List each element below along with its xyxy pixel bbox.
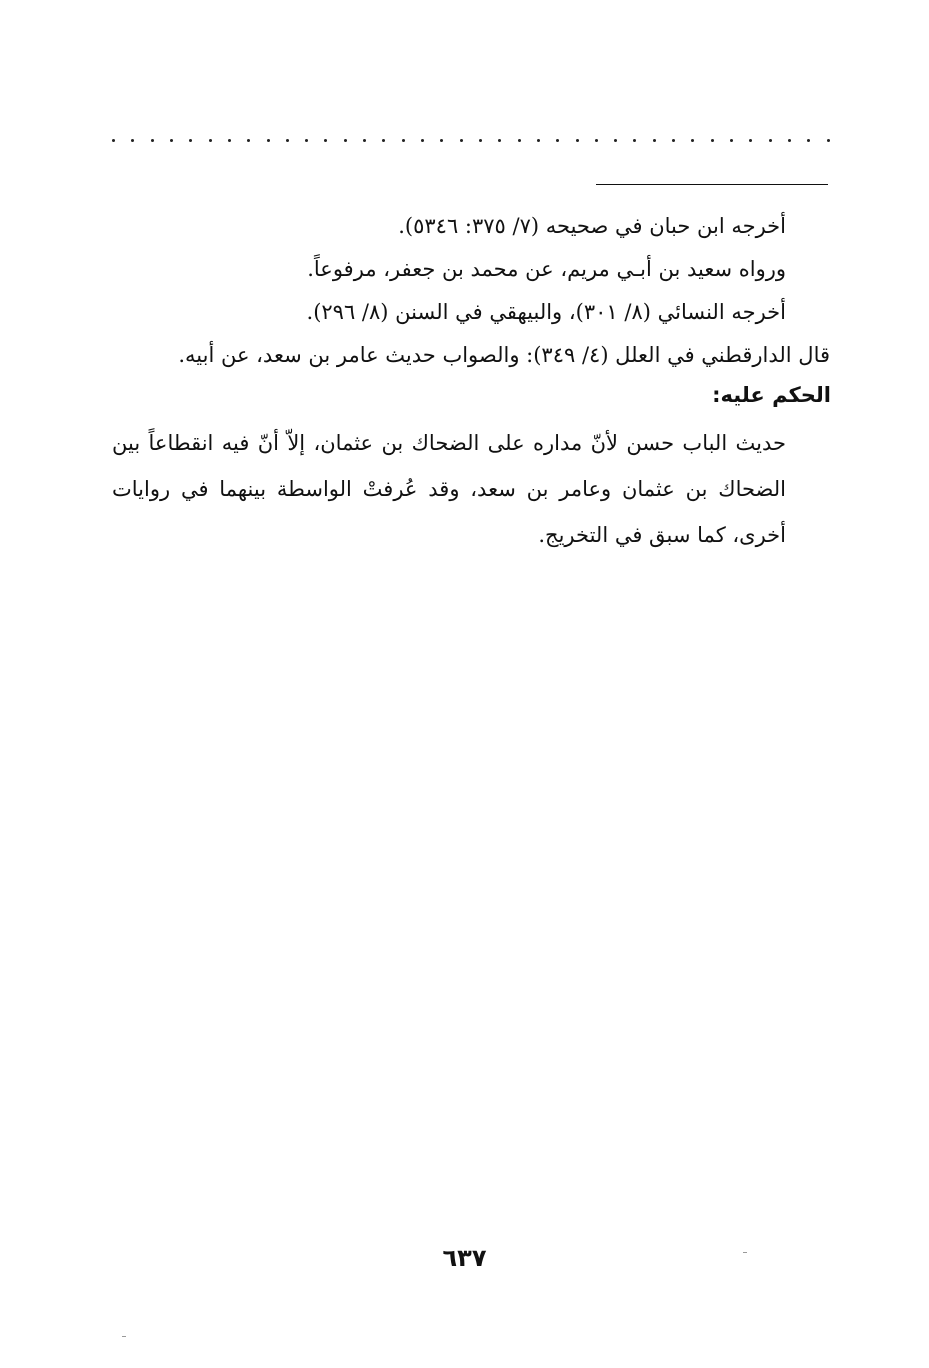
separator-dot [537, 139, 540, 142]
separator-dot [479, 139, 482, 142]
separator-dot [460, 139, 463, 142]
reference-line: ورواه سعيد بن أبـي مريم، عن محمد بن جعفر، مرفوعاً. [307, 257, 786, 281]
separator-dot [305, 139, 308, 142]
separator-dot [189, 139, 192, 142]
separator-dot [614, 139, 617, 142]
separator-dot [344, 139, 347, 142]
separator-dot [749, 139, 752, 142]
separator-dot [672, 139, 675, 142]
separator-dot [595, 139, 598, 142]
separator-dot [112, 139, 115, 142]
separator-dot [402, 139, 405, 142]
separator-dot [170, 139, 173, 142]
scan-speck [743, 1252, 747, 1253]
page-number: ٦٣٧ [442, 1244, 487, 1272]
separator-dot [363, 139, 366, 142]
separator-dot [556, 139, 559, 142]
footnote-rule [596, 184, 828, 185]
dotted-separator [112, 130, 830, 150]
references-block [112, 205, 830, 377]
separator-dot [691, 139, 694, 142]
reference-line: أخرجه النسائي (٨/ ٣٠١)، والبيهقي في السنن (٨/ ٢٩٦). [306, 300, 786, 324]
separator-dot [633, 139, 636, 142]
reference-line: أخرجه ابن حبان في صحيحه (٧/ ٣٧٥: ٥٣٤٦). [398, 214, 786, 238]
separator-dot [498, 139, 501, 142]
separator-dot [228, 139, 231, 142]
judgment-paragraph [112, 420, 830, 558]
separator-dot [576, 139, 579, 142]
separator-dot [131, 139, 134, 142]
separator-dot [247, 139, 250, 142]
scan-speck [122, 1336, 126, 1337]
separator-dot [151, 139, 154, 142]
separator-dot [711, 139, 714, 142]
separator-dot [286, 139, 289, 142]
separator-dot [267, 139, 270, 142]
separator-dot [730, 139, 733, 142]
separator-dot [827, 139, 830, 142]
separator-dot [209, 139, 212, 142]
separator-dot [807, 139, 810, 142]
separator-dot [653, 139, 656, 142]
separator-dot [382, 139, 385, 142]
separator-dot [324, 139, 327, 142]
separator-dot [518, 139, 521, 142]
separator-dot [769, 139, 772, 142]
judgment-text: حديث الباب حسن لأنّ مداره على الضحاك بن عثمان، إلاّ أنّ فيه انقطاعاً بين الضحاك بن عثمان وعامر بن سعد، وقد عُرفتْ الواسطة بينهما في روايات أخرى، كما سبق في التخريج. [112, 431, 786, 547]
separator-dot [788, 139, 791, 142]
separator-dot [421, 139, 424, 142]
section-heading: الحكم عليه: [712, 383, 831, 407]
separator-dot [440, 139, 443, 142]
reference-line: قال الدارقطني في العلل (٤/ ٣٤٩): والصواب حديث عامر بن سعد، عن أبيه. [178, 343, 830, 367]
